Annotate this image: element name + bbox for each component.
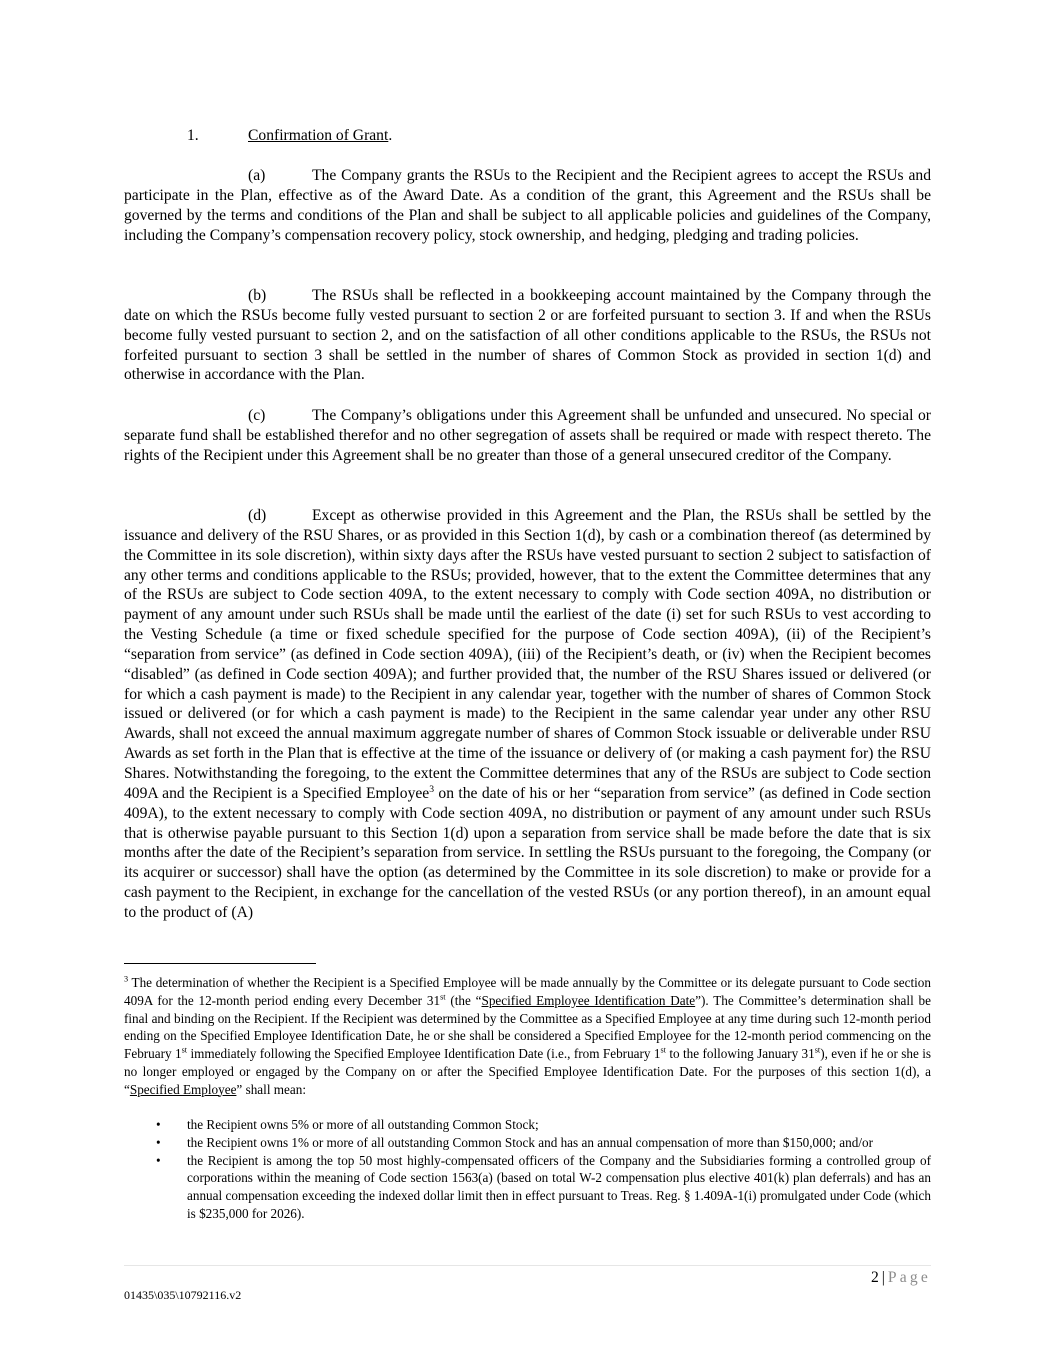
ordinal-suffix: st (814, 1045, 821, 1055)
footnote-number: 3 (124, 974, 129, 984)
page-label: Page (887, 1269, 931, 1286)
paragraph-text: The Company grants the RSUs to the Recipient and the Recipient agrees to accept the RSUs and participate in the Plan, effective as of the Award Date. As a condition of the grant, this Agreement and the RSUs shall be governed by the terms and conditions of the Plan and shall be subject to all applicable policies and guidelines of the Company, including the Company’s compensation recovery policy, stock ownership, and hedging, pledging and trading policies. (124, 167, 931, 244)
paragraph-a (124, 166, 931, 245)
page-number-value: 2 (870, 1269, 879, 1286)
list-item-text: the Recipient owns 5% or more of all outstanding Common Stock; (187, 1117, 539, 1132)
footnote-segment: to the following January 31 (665, 1046, 815, 1061)
paragraph-c (124, 406, 931, 466)
footnote-segment: (the “ (445, 992, 482, 1008)
ordinal-suffix: st (440, 992, 446, 1002)
paragraph-text-continued: on the date of his or her “separation from service” (as defined in Code section 409A), to the extent necessary to comply with Code section 409A, no distribution or payment of any amount under such RSUs that is otherwise payable pursuant to this Section 1(d) upon a separation from service shall be made before the date that is six months after the date of the Recipient’s separation from service. In settling the RSUs pursuant to the foregoing, the Company (or its acquirer or successor) shall have the option (as determined by the Committee in its sole discretion) to make or provide for a cash payment to the Recipient, in exchange for the cancellation of the vested RSUs (or any portion thereof), in an amount equal to the product of (A) (124, 784, 931, 921)
section-heading (187, 126, 392, 146)
footnote-reference[interactable]: 3 (429, 783, 435, 795)
paragraph-marker: (d) (248, 507, 267, 524)
list-item (124, 1116, 931, 1134)
footnote-segment: immediately following the Specified Employee Identification Date (i.e., from February 1 (187, 1046, 661, 1061)
paragraph-text: The RSUs shall be reflected in a bookkeeping account maintained by the Company through the date on which the RSUs become fully vested pursuant to section 2 or are forfeited pursuant to section 3. If and when the RSUs become fully vested pursuant to section 2, and on the satisfaction of all other conditions applicable to the RSUs, the RSUs not forfeited pursuant to section 3 shall be settled in the number of shares of Common Stock as provided in section 1(d) and otherwise in accordance with the Plan. (124, 287, 931, 384)
paragraph-d (124, 506, 931, 923)
footnote-bullet-list (124, 1116, 931, 1223)
footnote-segment: ), even if he or she is no longer employed or engaged by the Company on or after the Specified Employee Identification Date. For the purposes of this section 1(d), a “ (124, 1046, 931, 1097)
ordinal-suffix: st (660, 1045, 666, 1055)
bullet-icon: • (156, 1152, 161, 1168)
footnote-segment: ” shall mean: (236, 1081, 306, 1097)
list-item (124, 1134, 931, 1152)
footnote-segment: The determination of whether the Recipient is a Specified Employee will be made annually by the Committee or its delegate pursuant to Code section 409A for the 12-month period ending every December 31 (124, 975, 931, 1008)
list-item-text: the Recipient is among the top 50 most highly-compensated officers of the Company and the Subsidiaries forming a controlled group of corporations within the meaning of Code section 1563(a) (based on total W-2 compensation plus elective 401(k) plan deferrals) and has an annual compensation exceeding the indexed dollar limit then in effect pursuant to Treas. Reg. § 1.409A-1(i) promulgated under Code (which is $235,000 for 2026). (187, 1152, 931, 1221)
bullet-icon: • (156, 1117, 161, 1132)
defined-term: Specified Employee Identification Date (481, 992, 696, 1008)
section-title: Confirmation of Grant (248, 127, 389, 144)
ordinal-suffix: st (181, 1045, 188, 1055)
bullet-icon: • (156, 1134, 161, 1150)
paragraph-text: The Company’s obligations under this Agreement shall be unfunded and unsecured. No special or separate fund shall be established therefor and no other segregation of assets shall be required or made with respect thereto. The rights of the Recipient under this Agreement shall be no greater than those of a general unsecured creditor of the Company. (124, 407, 931, 464)
footer-divider (124, 1265, 931, 1266)
page-number-separator: | (881, 1269, 885, 1286)
footnote-text (124, 974, 931, 1098)
paragraph-b (124, 286, 931, 385)
section-number: 1. (187, 127, 199, 144)
list-item (124, 1152, 931, 1223)
section-title-period: . (388, 127, 393, 144)
paragraph-text: Except as otherwise provided in this Agreement and the Plan, the RSUs shall be settled by the issuance and delivery of the RSU Shares, or as provided in this Section 1(d), by cash or a combination thereof (as determined by the Committee in its sole discretion), within sixty days after the RSUs have vested pursuant to section 2 subject to satisfaction of any other terms and conditions applicable to the RSUs; provided, however, that to the extent the Committee determines that any of the RSUs are subject to Code section 409A, to the extent necessary to comply with Code section 409A, no distribution or payment of any amount under such RSUs shall be made until the earliest of the date (i) set for such RSUs to vest according to the Vesting Schedule (a time or fixed schedule specified for the purpose of Code section 409A), (ii) of the Recipient’s “separation from service” (as defined in Code section 409A), (iii) of the Recipient’s death, or (iv) when the Recipient becomes “disabled” (as defined in Code section 409A); and further provided that, the number of the RSU Shares issued or delivered (or for which a cash payment is made) to the Recipient in any calendar year, together with the number of shares of Common Stock issued or delivered (or for which a cash payment is made) to the Recipient in the same calendar year under any other RSU Awards, shall not exceed the annual maximum aggregate number of shares of Common Stock issuable or deliverable under RSU Awards as set forth in the Plan that is effective at the time of the issuance or delivery of (or making a cash payment for) the RSU Shares. Notwithstanding the foregoing, to the extent the Committee determines that any of the RSUs are subject to Code section 409A and the Recipient is a Specified Employee (124, 507, 931, 802)
paragraph-marker: (c) (248, 407, 266, 424)
footnote-separator (124, 963, 316, 964)
document-id: 01435\035\10792116.v2 (124, 1288, 242, 1302)
defined-term: Specified Employee (129, 1081, 237, 1097)
paragraph-marker: (a) (248, 167, 266, 184)
list-item-text: the Recipient owns 1% or more of all outstanding Common Stock and has an annual compensation of more than $150,000; and/or (187, 1134, 873, 1150)
page-number (871, 1268, 931, 1288)
footnote-segment: ”). The Committee’s determination shall be final and binding on the Recipient. If the Recipient was determined by the Committee as a Specified Employee at any time during such 12-month period ending on the Specified Employee Identification Date, he or she shall be considered a Specified Employee for the 12-month period commencing on the February 1 (124, 992, 931, 1061)
paragraph-marker: (b) (248, 287, 267, 304)
